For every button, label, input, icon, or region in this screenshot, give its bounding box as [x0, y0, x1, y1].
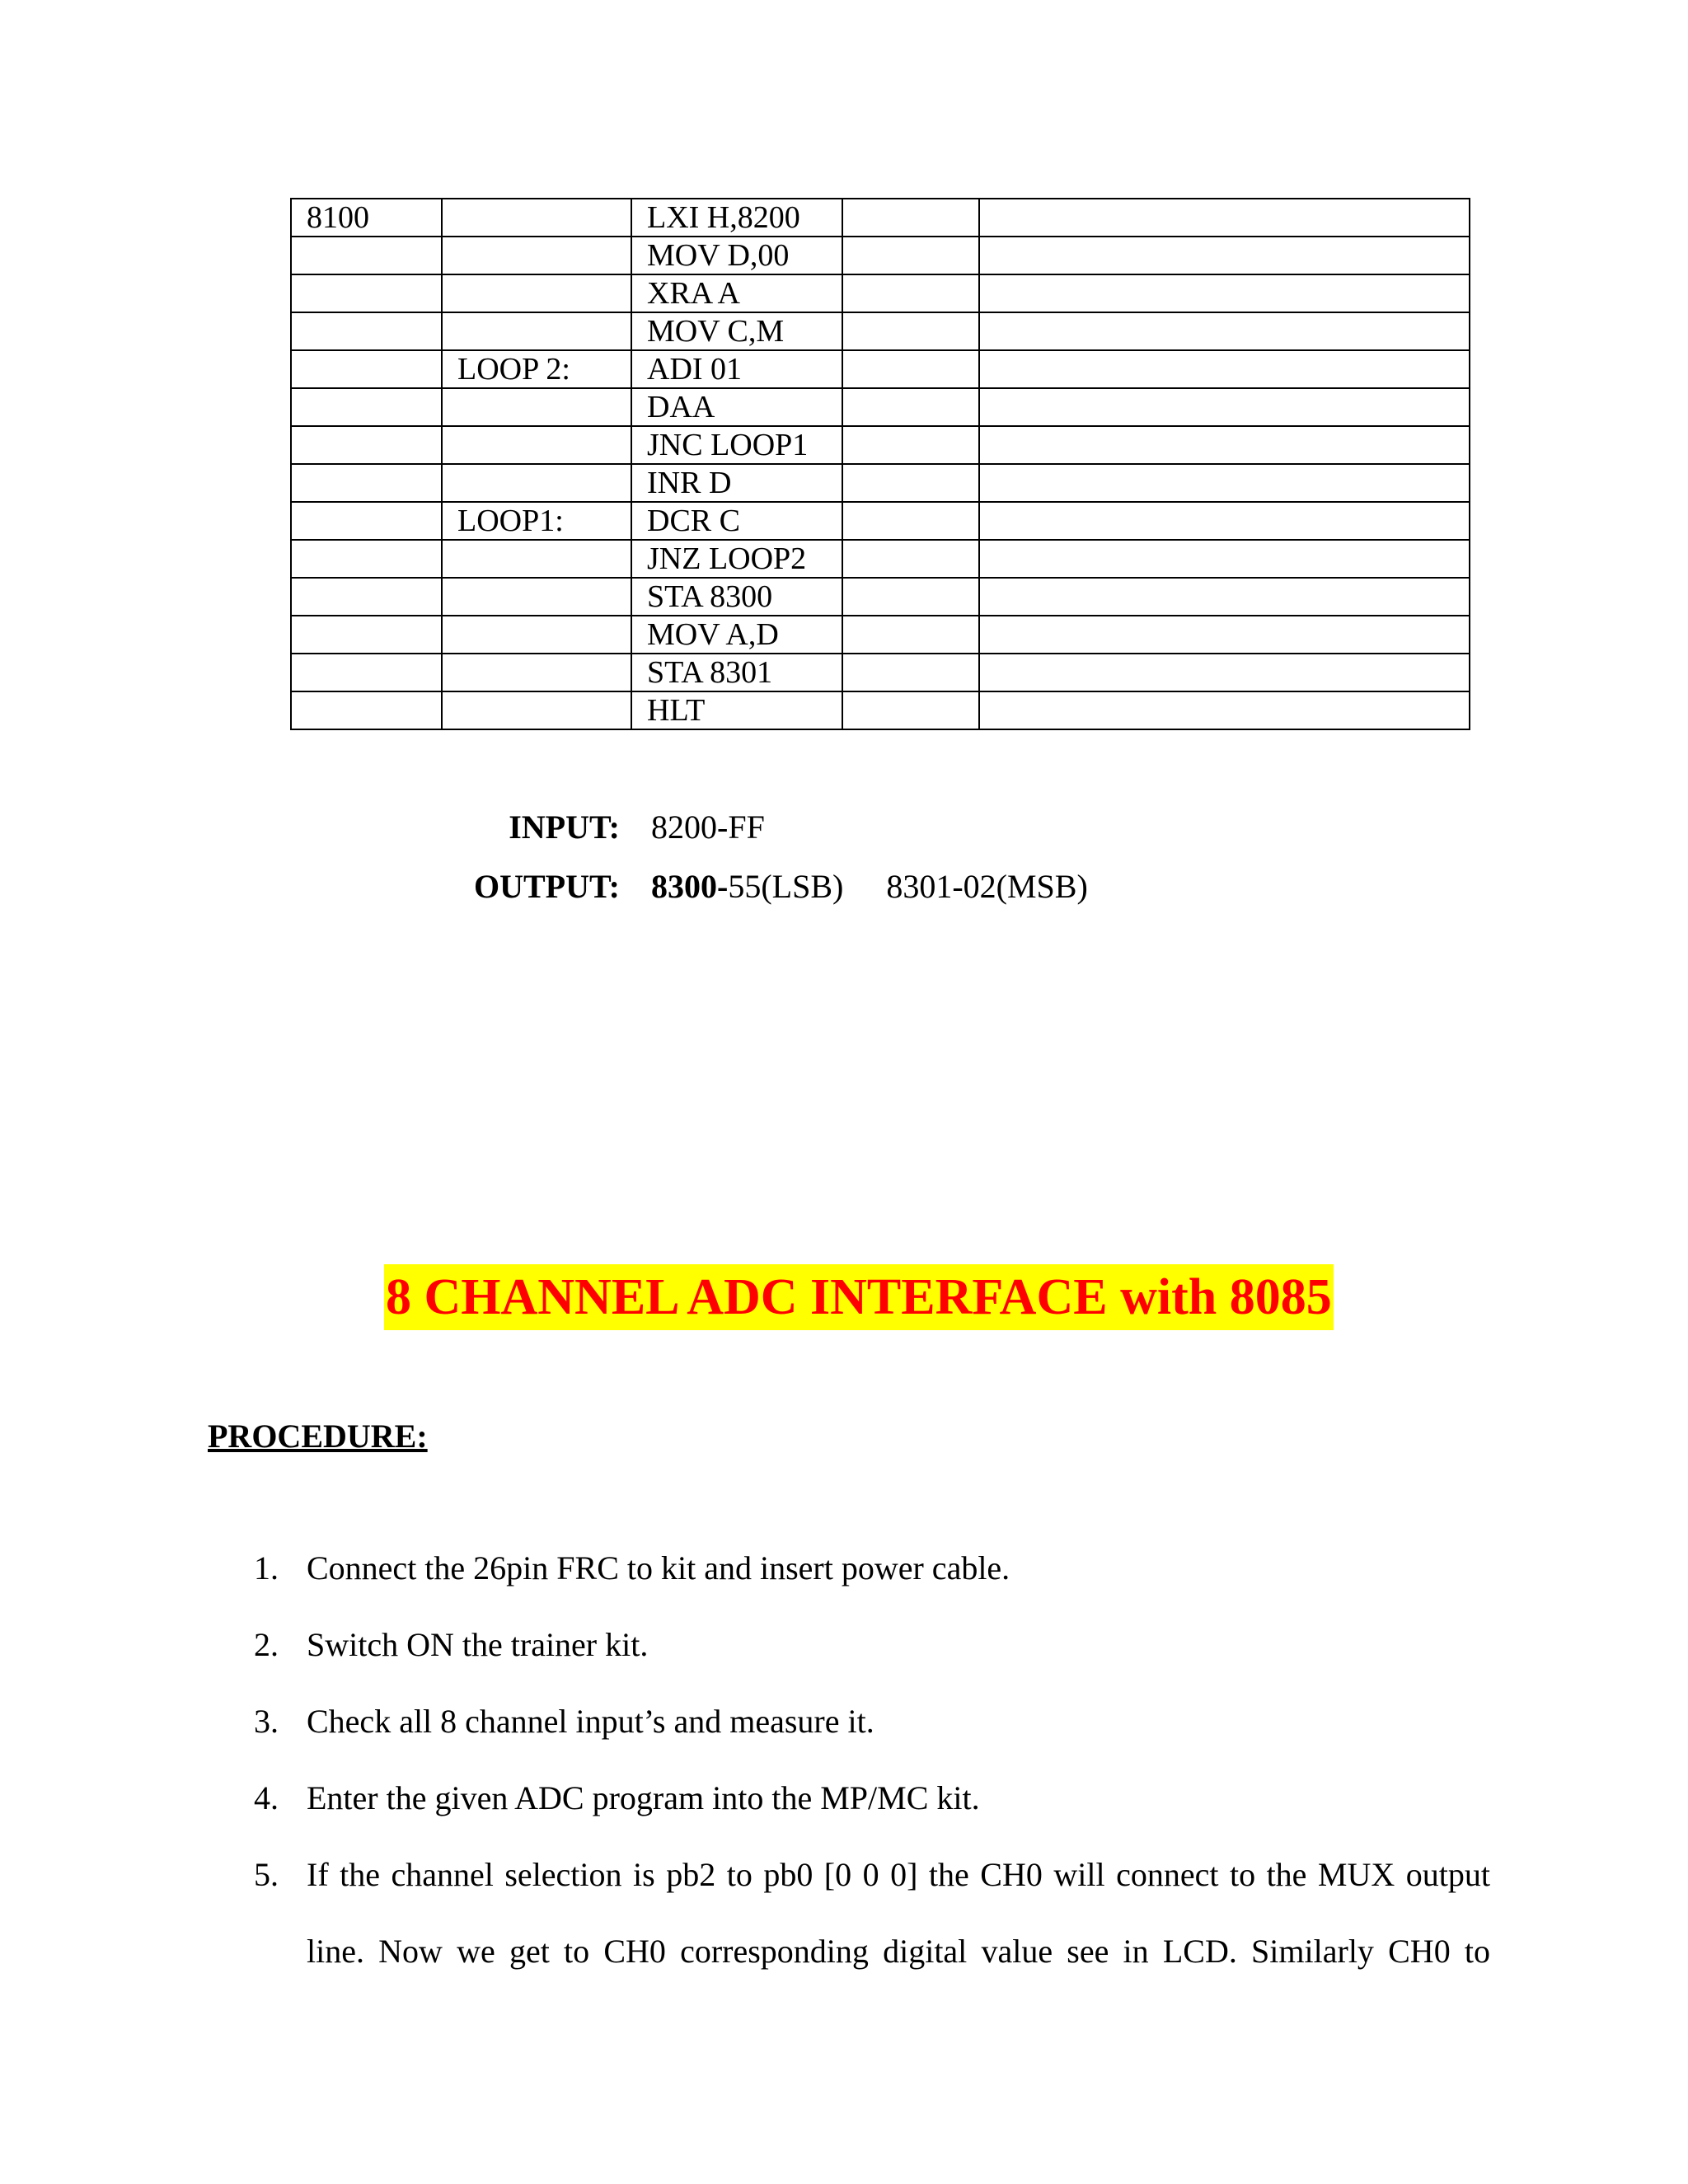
address-cell: [291, 578, 442, 616]
step-number: 1.: [254, 1549, 279, 1586]
program-table-body: [291, 199, 1470, 729]
procedure-step: [254, 1836, 1490, 1990]
comments-cell: [979, 464, 1470, 502]
label-cell: [442, 616, 631, 654]
label-cell: LOOP 2:: [442, 350, 631, 388]
address-cell: [291, 426, 442, 464]
mnemonic-cell: DCR C: [631, 502, 842, 540]
comments-cell: [979, 691, 1470, 729]
mnemonic-cell: INR D: [631, 464, 842, 502]
label-cell: [442, 426, 631, 464]
mnemonic-cell: XRA A: [631, 274, 842, 312]
address-cell: [291, 274, 442, 312]
opcode-cell: [842, 274, 979, 312]
label-cell: [442, 691, 631, 729]
mnemonic-cell: DAA: [631, 388, 842, 426]
opcode-cell: [842, 502, 979, 540]
table-row: [291, 312, 1470, 350]
mnemonic-cell: STA 8301: [631, 654, 842, 691]
table-row: [291, 502, 1470, 540]
comments-cell: [979, 388, 1470, 426]
procedure-step: [254, 1760, 1490, 1836]
step-number: 2.: [254, 1626, 279, 1663]
comments-cell: [979, 578, 1470, 616]
input-line: [412, 808, 765, 847]
input-label: INPUT:: [509, 808, 620, 846]
output-line: [412, 867, 1088, 907]
comments-cell: [979, 199, 1470, 237]
label-cell: [442, 578, 631, 616]
label-cell: [442, 540, 631, 578]
step-number: 3.: [254, 1703, 279, 1740]
procedure-title: PROCEDURE:: [208, 1418, 428, 1455]
mnemonic-cell: STA 8300: [631, 578, 842, 616]
mnemonic-cell: LXI H,8200: [631, 199, 842, 237]
procedure-steps: [254, 1530, 1490, 1990]
label-cell: [442, 274, 631, 312]
opcode-cell: [842, 691, 979, 729]
label-cell: [442, 654, 631, 691]
output-label: OUTPUT:: [473, 868, 620, 905]
comments-cell: [979, 616, 1470, 654]
table-row: [291, 237, 1470, 274]
mnemonic-cell: HLT: [631, 691, 842, 729]
output-value-lsb: 55(LSB): [728, 868, 844, 905]
table-row: [291, 578, 1470, 616]
table-row: [291, 616, 1470, 654]
label-cell: [442, 464, 631, 502]
label-cell: [442, 199, 631, 237]
mnemonic-cell: MOV C,M: [631, 312, 842, 350]
address-cell: [291, 654, 442, 691]
address-cell: 8100: [291, 199, 442, 237]
address-cell: [291, 502, 442, 540]
procedure-step: [254, 1606, 1490, 1683]
label-cell: LOOP1:: [442, 502, 631, 540]
opcode-cell: [842, 237, 979, 274]
comments-cell: [979, 274, 1470, 312]
step-text-line-2: line. Now we get to CH0 corresponding digital value see in LCD. Similarly CH0 to: [307, 1933, 1490, 1970]
comments-cell: [979, 350, 1470, 388]
opcode-cell: [842, 426, 979, 464]
comments-cell: [979, 502, 1470, 540]
table-row: [291, 274, 1470, 312]
opcode-cell: [842, 578, 979, 616]
mnemonic-cell: MOV D,00: [631, 237, 842, 274]
opcode-cell: [842, 540, 979, 578]
opcode-cell: [842, 312, 979, 350]
opcode-cell: [842, 388, 979, 426]
table-row: [291, 654, 1470, 691]
procedure-step: [254, 1683, 1490, 1760]
mnemonic-cell: JNZ LOOP2: [631, 540, 842, 578]
address-cell: [291, 388, 442, 426]
output-value-msb: 8301-02(MSB): [886, 868, 1088, 905]
mnemonic-cell: MOV A,D: [631, 616, 842, 654]
address-cell: [291, 312, 442, 350]
step-text: Enter the given ADC program into the MP/MC kit.: [307, 1779, 980, 1816]
output-address: 8300-: [651, 868, 729, 905]
comments-cell: [979, 654, 1470, 691]
comments-cell: [979, 426, 1470, 464]
opcode-cell: [842, 199, 979, 237]
address-cell: [291, 350, 442, 388]
comments-cell: [979, 312, 1470, 350]
section-heading: 8 CHANNEL ADC INTERFACE with 8085: [384, 1264, 1334, 1330]
opcode-cell: [842, 350, 979, 388]
procedure-step: [254, 1530, 1490, 1606]
address-cell: [291, 616, 442, 654]
table-row: [291, 350, 1470, 388]
table-row: [291, 388, 1470, 426]
label-cell: [442, 312, 631, 350]
mnemonic-cell: ADI 01: [631, 350, 842, 388]
step-text: Connect the 26pin FRC to kit and insert power cable.: [307, 1549, 1010, 1586]
opcode-cell: [842, 654, 979, 691]
step-text: Check all 8 channel input’s and measure it.: [307, 1703, 874, 1740]
input-value: 8200-FF: [651, 808, 765, 846]
address-cell: [291, 540, 442, 578]
label-cell: [442, 388, 631, 426]
comments-cell: [979, 237, 1470, 274]
address-cell: [291, 237, 442, 274]
table-row: [291, 199, 1470, 237]
step-text: Switch ON the trainer kit.: [307, 1626, 649, 1663]
comments-cell: [979, 540, 1470, 578]
mnemonic-cell: JNC LOOP1: [631, 426, 842, 464]
opcode-cell: [842, 616, 979, 654]
table-row: [291, 691, 1470, 729]
table-row: [291, 426, 1470, 464]
table-row: [291, 464, 1470, 502]
opcode-cell: [842, 464, 979, 502]
label-cell: [442, 237, 631, 274]
step-text-line-1: If the channel selection is pb2 to pb0 [0 0 0] the CH0 will connect to the MUX output: [307, 1856, 1490, 1893]
program-table: [290, 198, 1470, 730]
step-number: 5.: [254, 1856, 279, 1893]
address-cell: [291, 464, 442, 502]
step-number: 4.: [254, 1779, 279, 1816]
address-cell: [291, 691, 442, 729]
table-row: [291, 540, 1470, 578]
